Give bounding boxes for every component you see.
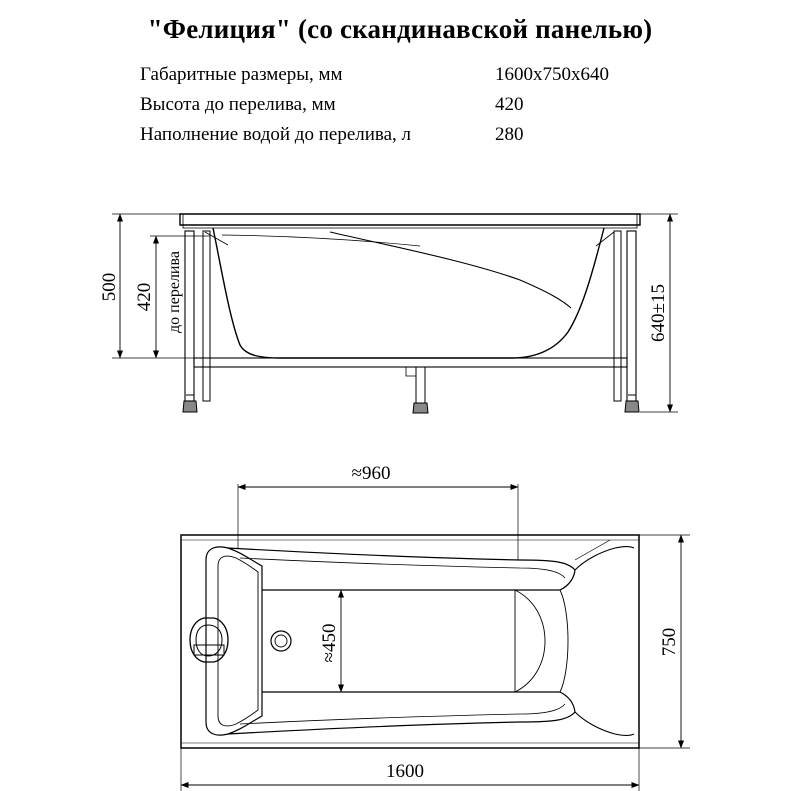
drain-inner (275, 635, 287, 647)
dim-label-750: 750 (659, 627, 680, 657)
dim-label-1600: 1600 (386, 761, 424, 782)
spec-label-dimensions: Габаритные размеры, мм (140, 64, 343, 85)
side-view (112, 214, 678, 413)
head-end-ring (206, 547, 262, 735)
backrest-lower (228, 692, 575, 734)
bath-body-profile (213, 228, 604, 358)
bath-bottom (262, 590, 515, 692)
spec-value-overflow-height: 420 (495, 94, 524, 115)
overflow-label: до перелива (166, 251, 183, 333)
dim-label-420: 420 (134, 282, 155, 312)
dim-label-960: ≈960 (351, 463, 391, 484)
top-view (181, 484, 690, 791)
foot-center (413, 403, 428, 413)
foot-right (625, 401, 639, 412)
frame-leg-left-inner (203, 231, 210, 401)
frame-leg-left-outer (185, 231, 194, 401)
spec-value-dimensions: 1600x750x640 (495, 64, 609, 85)
frame-leg-right-outer (627, 231, 636, 401)
dim-label-450: ≈450 (319, 623, 340, 663)
foot-left (183, 401, 197, 412)
dim-label-500: 500 (99, 272, 120, 302)
frame-leg-center (416, 367, 425, 403)
backrest-line (330, 232, 571, 308)
frame-leg-right-inner (614, 231, 621, 401)
diagram-title: "Фелиция" (со скандинавской панелью) (147, 14, 653, 44)
foot-end-step (575, 547, 634, 571)
drain-outer (271, 631, 291, 651)
spec-value-water-volume: 280 (495, 124, 524, 145)
spec-label-water-volume: Наполнение водой до перелива, л (140, 124, 412, 145)
dim-label-640: 640±15 (648, 284, 669, 342)
bath-rim (180, 214, 640, 225)
frame-crossbar (194, 358, 627, 367)
spec-label-overflow-height: Высота до перелива, мм (140, 94, 336, 115)
backrest-upper (228, 548, 575, 590)
